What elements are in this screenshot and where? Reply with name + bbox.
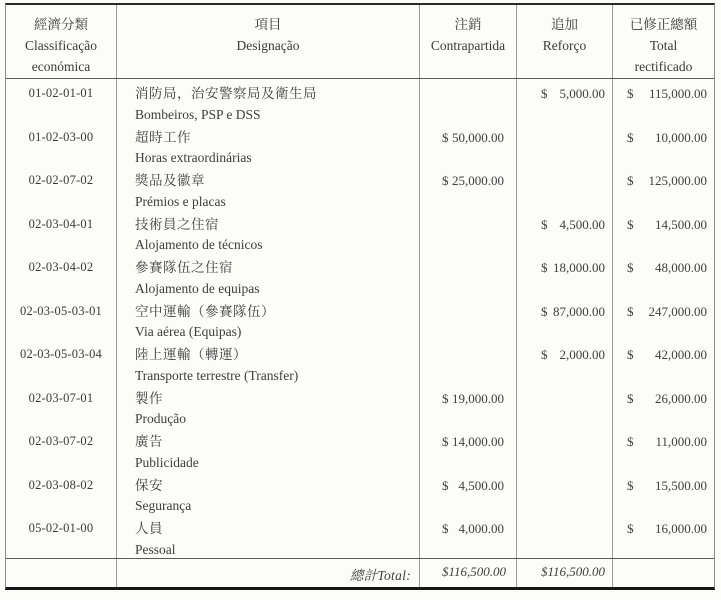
reforco-cell <box>517 514 613 558</box>
table-row <box>6 514 714 558</box>
designation-zh: 空中運輸（參賽隊伍） <box>135 303 275 319</box>
classification-code: 02-03-04-01 <box>6 210 117 254</box>
total-cell <box>613 253 714 297</box>
header-designation <box>117 5 420 78</box>
contrapartida-total-cell <box>420 559 517 587</box>
currency-symbol: $ <box>627 260 634 275</box>
table-row <box>6 340 714 384</box>
contrapartida-cell <box>420 166 517 210</box>
currency-symbol: $ <box>541 303 548 319</box>
footer-empty-cell <box>6 559 117 587</box>
classification-code: 02-03-07-01 <box>6 384 117 428</box>
reforco-value: 2,000.00 <box>559 347 605 362</box>
table-footer-row <box>6 558 714 587</box>
designation-pt: Publicidade <box>135 454 199 470</box>
classification-code: 02-03-04-02 <box>6 253 117 297</box>
currency-symbol: $ <box>442 563 449 579</box>
total-value: 14,500.00 <box>655 216 707 232</box>
currency-symbol: $ <box>442 477 449 493</box>
contrapartida-cell <box>420 471 517 515</box>
table-row <box>6 210 714 254</box>
contrapartida-value: 4,500.00 <box>458 477 504 493</box>
total-cell <box>613 79 714 123</box>
total-value: 42,000.00 <box>655 347 707 362</box>
designation-cell <box>117 340 420 384</box>
contrapartida-cell <box>420 514 517 558</box>
header-total-rectified <box>613 5 714 78</box>
contrapartida-value: 4,000.00 <box>458 521 504 536</box>
reforco-cell <box>517 210 613 254</box>
currency-symbol: $ <box>442 521 449 536</box>
contrapartida-value: 25,000.00 <box>452 173 504 188</box>
contrapartida-cell <box>420 297 517 341</box>
total-cell <box>613 123 714 167</box>
total-cell <box>613 166 714 210</box>
total-value: 247,000.00 <box>648 303 707 319</box>
contrapartida-total-value: 116,500.00 <box>448 563 507 579</box>
designation-pt: Bombeiros, PSP e DSS <box>135 106 261 122</box>
designation-cell <box>117 123 420 167</box>
reforco-cell <box>517 384 613 428</box>
reforco-cell <box>517 123 613 167</box>
designation-zh: 獎品及徽章 <box>135 173 205 188</box>
contrapartida-value: 19,000.00 <box>452 390 504 406</box>
designation-pt: Horas extraordinárias <box>135 150 252 165</box>
header-economic-classification-pt1: Classificação <box>25 38 97 53</box>
currency-symbol: $ <box>627 390 634 406</box>
total-cell <box>613 514 714 558</box>
currency-symbol: $ <box>627 434 634 449</box>
contrapartida-cell <box>420 384 517 428</box>
header-economic-classification-pt2: económica <box>31 59 91 74</box>
total-cell <box>613 384 714 428</box>
designation-pt: Alojamento de técnicos <box>135 237 263 252</box>
table-row <box>6 384 714 428</box>
table-row <box>6 471 714 515</box>
header-reforco <box>517 5 613 78</box>
designation-zh: 陸上運輸（轉運） <box>135 347 247 362</box>
total-value: 16,000.00 <box>655 521 707 536</box>
header-economic-classification-zh: 經濟分類 <box>34 17 88 32</box>
total-value: 125,000.00 <box>648 173 707 188</box>
contrapartida-value: 14,000.00 <box>452 434 504 449</box>
contrapartida-cell <box>420 123 517 167</box>
reforco-value: 87,000.00 <box>553 303 605 319</box>
table-row <box>6 427 714 471</box>
total-cell <box>613 210 714 254</box>
reforco-value: 4,500.00 <box>559 216 605 232</box>
header-total-rectified-zh: 已修正總額 <box>629 17 698 32</box>
designation-zh: 製作 <box>135 390 163 406</box>
designation-zh: 保安 <box>135 477 163 493</box>
reforco-cell <box>517 79 613 123</box>
currency-symbol: $ <box>627 86 634 101</box>
total-cell <box>613 297 714 341</box>
header-economic-classification <box>6 5 117 78</box>
total-value: 15,500.00 <box>655 477 707 493</box>
table-row <box>6 253 714 297</box>
total-rectified-total-cell <box>613 559 714 587</box>
designation-pt: Transporte terrestre (Transfer) <box>135 367 299 383</box>
header-contrapartida-zh: 注銷 <box>454 17 482 32</box>
header-designation-pt: Designação <box>236 38 300 53</box>
currency-symbol: $ <box>541 260 548 275</box>
reforco-cell <box>517 297 613 341</box>
classification-code: 02-03-07-02 <box>6 427 117 471</box>
designation-zh: 參賽隊伍之住宿 <box>135 260 233 275</box>
contrapartida-value: 50,000.00 <box>452 129 504 145</box>
reforco-cell <box>517 340 613 384</box>
grand-total-label: 總計Total: <box>117 559 420 587</box>
designation-cell <box>117 471 420 515</box>
designation-pt: Segurança <box>135 498 192 513</box>
total-cell <box>613 471 714 515</box>
total-value: 10,000.00 <box>655 129 707 145</box>
designation-pt: Via aérea (Equipas) <box>135 324 242 339</box>
designation-cell <box>117 166 420 210</box>
reforco-cell <box>517 166 613 210</box>
classification-code: 01-02-01-01 <box>6 79 117 123</box>
designation-cell <box>117 79 420 123</box>
total-cell <box>613 340 714 384</box>
designation-zh: 廣告 <box>135 434 163 449</box>
currency-symbol: $ <box>541 347 548 362</box>
currency-symbol: $ <box>442 173 449 188</box>
reforco-total-value: 116,500.00 <box>547 563 606 579</box>
table-row <box>6 79 714 123</box>
classification-code: 02-03-05-03-01 <box>6 297 117 341</box>
header-contrapartida <box>420 5 517 78</box>
table-row <box>6 297 714 341</box>
classification-code: 02-02-07-02 <box>6 166 117 210</box>
header-total-rectified-pt2: rectificado <box>634 59 693 74</box>
total-value: 26,000.00 <box>655 390 707 406</box>
header-reforco-pt: Reforço <box>542 38 587 53</box>
classification-code: 05-02-01-00 <box>6 514 117 558</box>
reforco-value: 18,000.00 <box>553 260 605 275</box>
currency-symbol: $ <box>627 521 634 536</box>
currency-symbol: $ <box>627 347 634 362</box>
table-row <box>6 166 714 210</box>
designation-zh: 人員 <box>135 521 163 536</box>
currency-symbol: $ <box>627 216 634 232</box>
currency-symbol: $ <box>541 86 548 101</box>
currency-symbol: $ <box>627 173 634 188</box>
currency-symbol: $ <box>541 216 548 232</box>
total-value: 48,000.00 <box>655 260 707 275</box>
total-value: 115,000.00 <box>648 86 707 101</box>
header-reforco-zh: 追加 <box>551 17 578 32</box>
currency-symbol: $ <box>442 390 449 406</box>
table-row <box>6 123 714 167</box>
currency-symbol: $ <box>442 434 449 449</box>
classification-code: 02-03-08-02 <box>6 471 117 515</box>
total-value: 11,000.00 <box>655 434 707 449</box>
reforco-cell <box>517 253 613 297</box>
designation-cell <box>117 297 420 341</box>
currency-symbol: $ <box>442 129 449 145</box>
contrapartida-cell <box>420 427 517 471</box>
reforco-value: 5,000.00 <box>559 86 605 101</box>
contrapartida-cell <box>420 340 517 384</box>
designation-zh: 技術員之住宿 <box>135 216 219 232</box>
header-total-rectified-pt1: Total <box>649 38 678 53</box>
designation-pt: Pessoal <box>135 541 176 557</box>
currency-symbol: $ <box>627 303 634 319</box>
header-contrapartida-pt: Contrapartida <box>430 38 506 53</box>
classification-code: 01-02-03-00 <box>6 123 117 167</box>
contrapartida-cell <box>420 253 517 297</box>
designation-cell <box>117 384 420 428</box>
classification-code: 02-03-05-03-04 <box>6 340 117 384</box>
reforco-cell <box>517 427 613 471</box>
designation-pt: Alojamento de equipas <box>135 280 260 296</box>
header-designation-zh: 項目 <box>254 17 282 32</box>
designation-zh: 消防局，治安警察局及衛生局 <box>135 86 317 101</box>
designation-cell <box>117 514 420 558</box>
total-cell <box>613 427 714 471</box>
contrapartida-cell <box>420 79 517 123</box>
currency-symbol: $ <box>541 563 548 579</box>
reforco-total-cell <box>517 559 613 587</box>
budget-rectification-table <box>5 3 715 590</box>
contrapartida-cell <box>420 210 517 254</box>
currency-symbol: $ <box>627 477 634 493</box>
table-header-row <box>6 5 714 79</box>
designation-pt: Produção <box>135 411 186 426</box>
currency-symbol: $ <box>627 129 634 145</box>
reforco-cell <box>517 471 613 515</box>
designation-zh: 超時工作 <box>135 129 191 145</box>
designation-cell <box>117 210 420 254</box>
designation-cell <box>117 253 420 297</box>
designation-pt: Prémios e placas <box>135 193 226 209</box>
designation-cell <box>117 427 420 471</box>
